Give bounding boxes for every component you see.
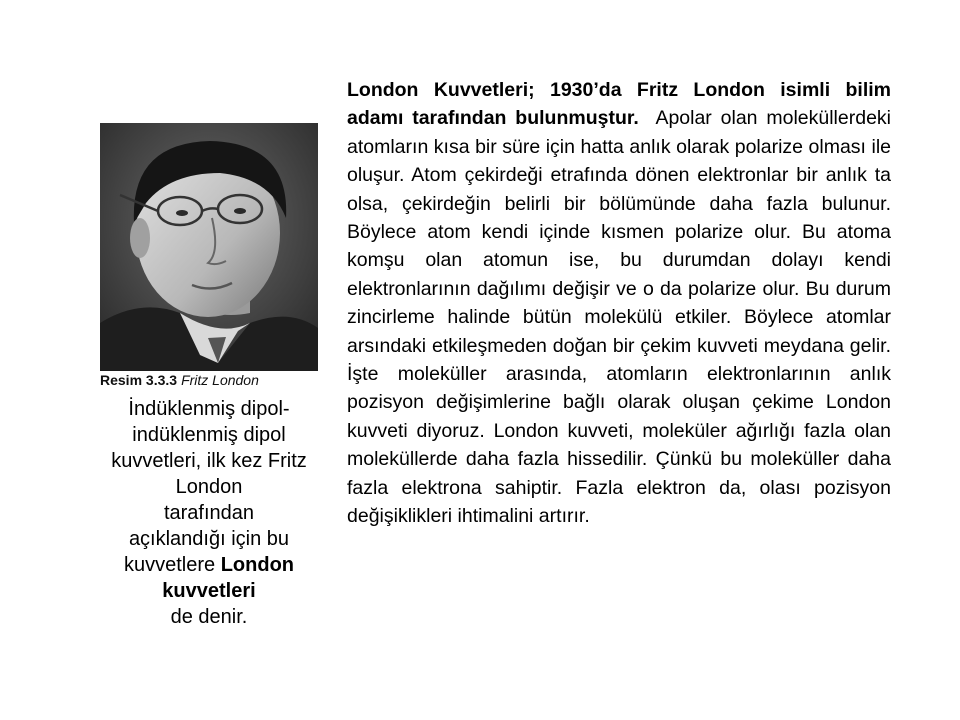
side-note-prefix: kuvvetlere xyxy=(123,554,221,576)
fritz-london-portrait xyxy=(100,123,318,371)
side-note xyxy=(82,396,336,630)
side-note-line: İndüklenmiş dipol- xyxy=(128,398,290,420)
main-intro: London Kuvvetleri; 1930’da Fritz London isimli bilim adamı tarafından bulunmuştur. xyxy=(347,79,891,130)
photo-caption xyxy=(100,372,318,388)
side-note-line: kuvvetleri, ilk kez Fritz xyxy=(111,450,307,472)
side-note-line: de denir. xyxy=(170,606,248,628)
side-note-bold-term: London xyxy=(220,554,295,576)
side-note-line xyxy=(82,552,336,578)
side-note-line: tarafından xyxy=(163,502,255,524)
main-paragraph xyxy=(347,76,891,531)
side-note-line xyxy=(82,578,336,604)
caption-label: Resim 3.3.3 xyxy=(100,372,178,388)
caption-name: Fritz London xyxy=(181,372,259,388)
side-note-line: indüklenmiş dipol xyxy=(132,424,286,446)
side-note-line: London xyxy=(175,476,243,498)
side-note-line: açıklandığı için bu xyxy=(128,528,290,550)
side-note-bold-term: kuvvetleri xyxy=(162,580,256,602)
main-body: Apolar olan moleküllerdeki atomların kısa bir süre için hatta anlık olarak polarize olması ile oluşur. Atom çekirdeği etrafında dönen elektronlar bir anlık ta olsa, çekirdeğin belirli bir bölümünde daha fazla bulunur. Böylece atom kendi içinde kısmen polarize olur. Bu atoma komşu olan atomun ise, bu durumdan dolayı kendi elektronlarının dağılımı değişir ve o da polarize olur. Bu durum zincirleme halinde bütün molekülü etkiler. Böylece atomlar arsındaki etkileşmeden doğan bir çekim kuvveti meydana gelir. İşte moleküller arasında, atomların elektronlarının anlık pozisyon değişimlerine bağlı olarak oluşan çekime London kuvveti diyoruz. London kuvveti, moleküler ağırlığı fazla olan moleküllerde daha fazla hissedilir. Çünkü bu moleküller daha fazla elektrona sahiptir. Fazla elektron da, olası pozisyon değişiklikleri ihtimalini artırır. xyxy=(347,107,891,528)
